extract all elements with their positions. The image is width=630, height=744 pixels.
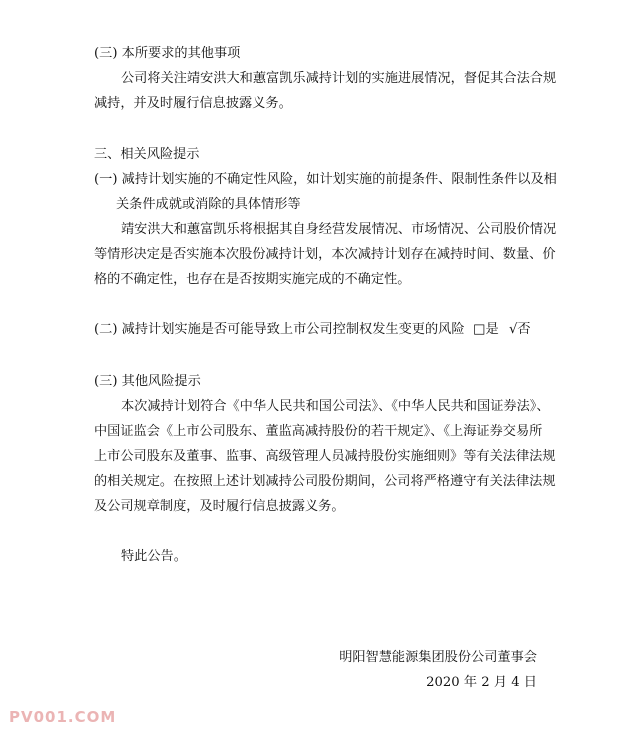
paragraph-line: 本次减持计划符合《中华人民共和国公司法》、《中华人民共和国证券法》、: [121, 399, 550, 414]
paragraph-line: 格的不确定性，也存在是否按期实施完成的不确定性。: [94, 272, 411, 287]
risk-item-3-heading: (三) 其他风险提示: [94, 374, 201, 389]
risk-item-1-heading: 关条件成就或消除的具体情形等: [116, 197, 301, 212]
option-yes-checkbox: □是: [473, 322, 499, 337]
paragraph-line: 中国证监会《上市公司股东、董监高减持股份的若干规定》、《上海证券交易所: [94, 424, 543, 439]
option-no-checkmark: √否: [509, 322, 531, 337]
paragraph-line: 公司将关注靖安洪大和蕙富凯乐减持计划的实施进展情况，督促其合法合规: [121, 71, 557, 86]
closing-text: 特此公告。: [121, 549, 187, 564]
signature: 明阳智慧能源集团股份公司董事会: [339, 650, 537, 665]
section-heading-other-matters: (三) 本所要求的其他事项: [94, 46, 241, 61]
date: 2020 年 2 月 4 日: [426, 675, 537, 690]
paragraph-line: 上市公司股东及董事、监事、高级管理人员减持股份实施细则》等有关法律法规: [94, 449, 556, 464]
paragraph-line: 及公司规章制度，及时履行信息披露义务。: [94, 499, 345, 514]
paragraph-line: 靖安洪大和蕙富凯乐将根据其自身经营发展情况、市场情况、公司股价情况: [121, 222, 557, 237]
paragraph-line: 的相关规定。在按照上述计划减持公司股份期间，公司将严格遵守有关法律法规: [94, 474, 556, 489]
paragraph-line: 等情形决定是否实施本次股份减持计划，本次减持计划存在减持时间、数量、价: [94, 247, 556, 262]
risk-item-1-heading: (一) 减持计划实施的不确定性风险，如计划实施的前提条件、限制性条件以及相: [94, 172, 557, 187]
risk-item-2-text: (二) 减持计划实施是否可能导致上市公司控制权发生变更的风险: [94, 322, 465, 337]
paragraph-line: 减持，并及时履行信息披露义务。: [94, 96, 292, 111]
section-heading-risk: 三、相关风险提示: [94, 147, 200, 162]
watermark-logo: PV001.COM: [9, 708, 117, 726]
